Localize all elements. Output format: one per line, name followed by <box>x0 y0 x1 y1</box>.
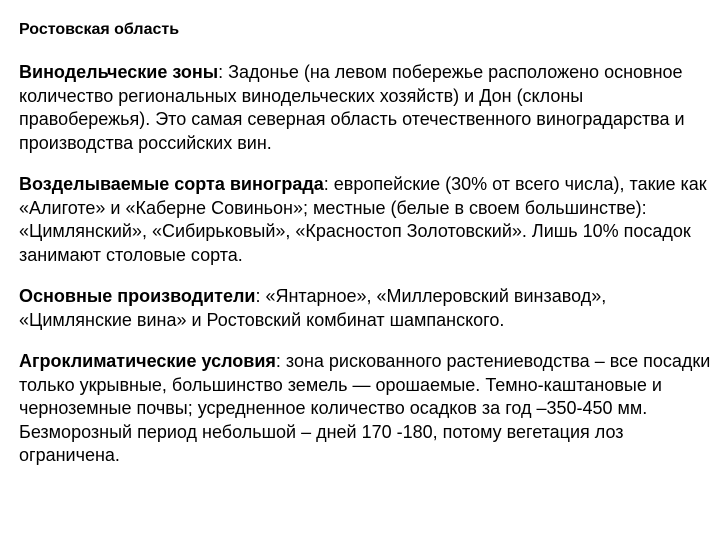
page-title: Ростовская область <box>19 21 180 38</box>
section-text: : «Янтарное», «Миллеровский винзавод», «Цимлянские вина» и Ростовский комбинат шампанского. <box>19 286 607 330</box>
section-text: : зона рискованного растениеводства – все посадки только укрывные, большинство земель — орошаемые. Темно-каштановые и черноземные почвы; усредненное количество осадков за год –350-450 мм. Безморозный период небольшой – дней 170 -180, потому вегетация лоз ограничена. <box>19 351 711 465</box>
section-wine-zones <box>19 61 711 155</box>
section-grape-varieties <box>19 173 711 267</box>
section-heading: Основные производители <box>19 286 256 306</box>
section-text: : Задонье (на левом побережье расположено основное количество региональных винодельческих хозяйств) и Дон (склоны правобережья). Это самая северная область отечественного виноградарства и производства российских вин. <box>19 62 685 153</box>
section-producers <box>19 285 711 332</box>
section-heading: Винодельческие зоны <box>19 62 219 82</box>
section-agroclimatic-conditions <box>19 350 711 468</box>
section-text: : европейские (30% от всего числа), такие как «Алиготе» и «Каберне Совиньон»; местные (белые в своем большинстве): «Цимлянский», «Сибирьковый», «Красностоп Золотовский». Лишь 10% посадок занимают столовые сорта. <box>19 174 707 265</box>
section-heading: Агроклиматические условия <box>19 351 276 371</box>
section-heading: Возделываемые сорта винограда <box>19 174 324 194</box>
document-page <box>19 18 711 486</box>
